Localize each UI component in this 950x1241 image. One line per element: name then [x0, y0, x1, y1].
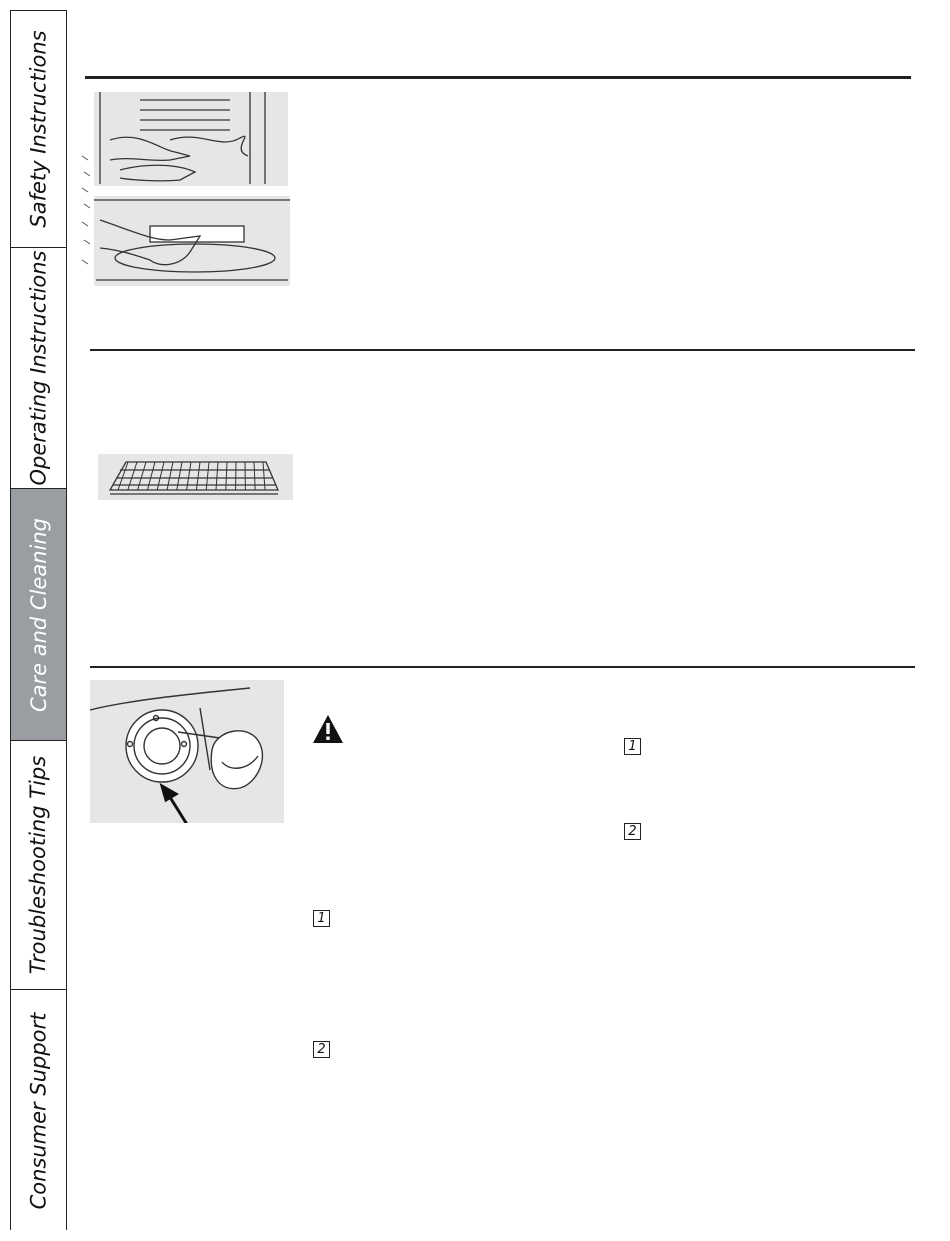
tab-care-and-cleaning[interactable]	[11, 489, 66, 741]
tab-consumer-support[interactable]	[11, 990, 66, 1231]
tab-label: Operating Instructions	[26, 250, 51, 486]
step-number-box: 1	[624, 738, 641, 755]
section-divider	[90, 349, 915, 351]
tab-label: Troubleshooting Tips	[26, 755, 51, 975]
tab-safety-instructions[interactable]	[11, 11, 66, 248]
step-number-box: 1	[313, 910, 330, 927]
tab-operating-instructions[interactable]	[11, 248, 66, 489]
tab-label: Consumer Support	[26, 1012, 51, 1209]
section-divider	[85, 76, 911, 79]
oven-rack-illustration	[98, 454, 293, 500]
oven-light-cover-illustration	[90, 680, 284, 823]
step-number-box: 2	[624, 823, 641, 840]
oven-cleaning-illustration	[80, 90, 292, 290]
step-number-box: 2	[313, 1041, 330, 1058]
tab-label: Safety Instructions	[26, 30, 51, 228]
warning-triangle-icon	[312, 714, 344, 744]
tab-troubleshooting-tips[interactable]	[11, 741, 66, 990]
tab-label: Care and Cleaning	[26, 517, 51, 712]
section-divider	[90, 666, 915, 668]
section-sidebar	[10, 10, 67, 1230]
